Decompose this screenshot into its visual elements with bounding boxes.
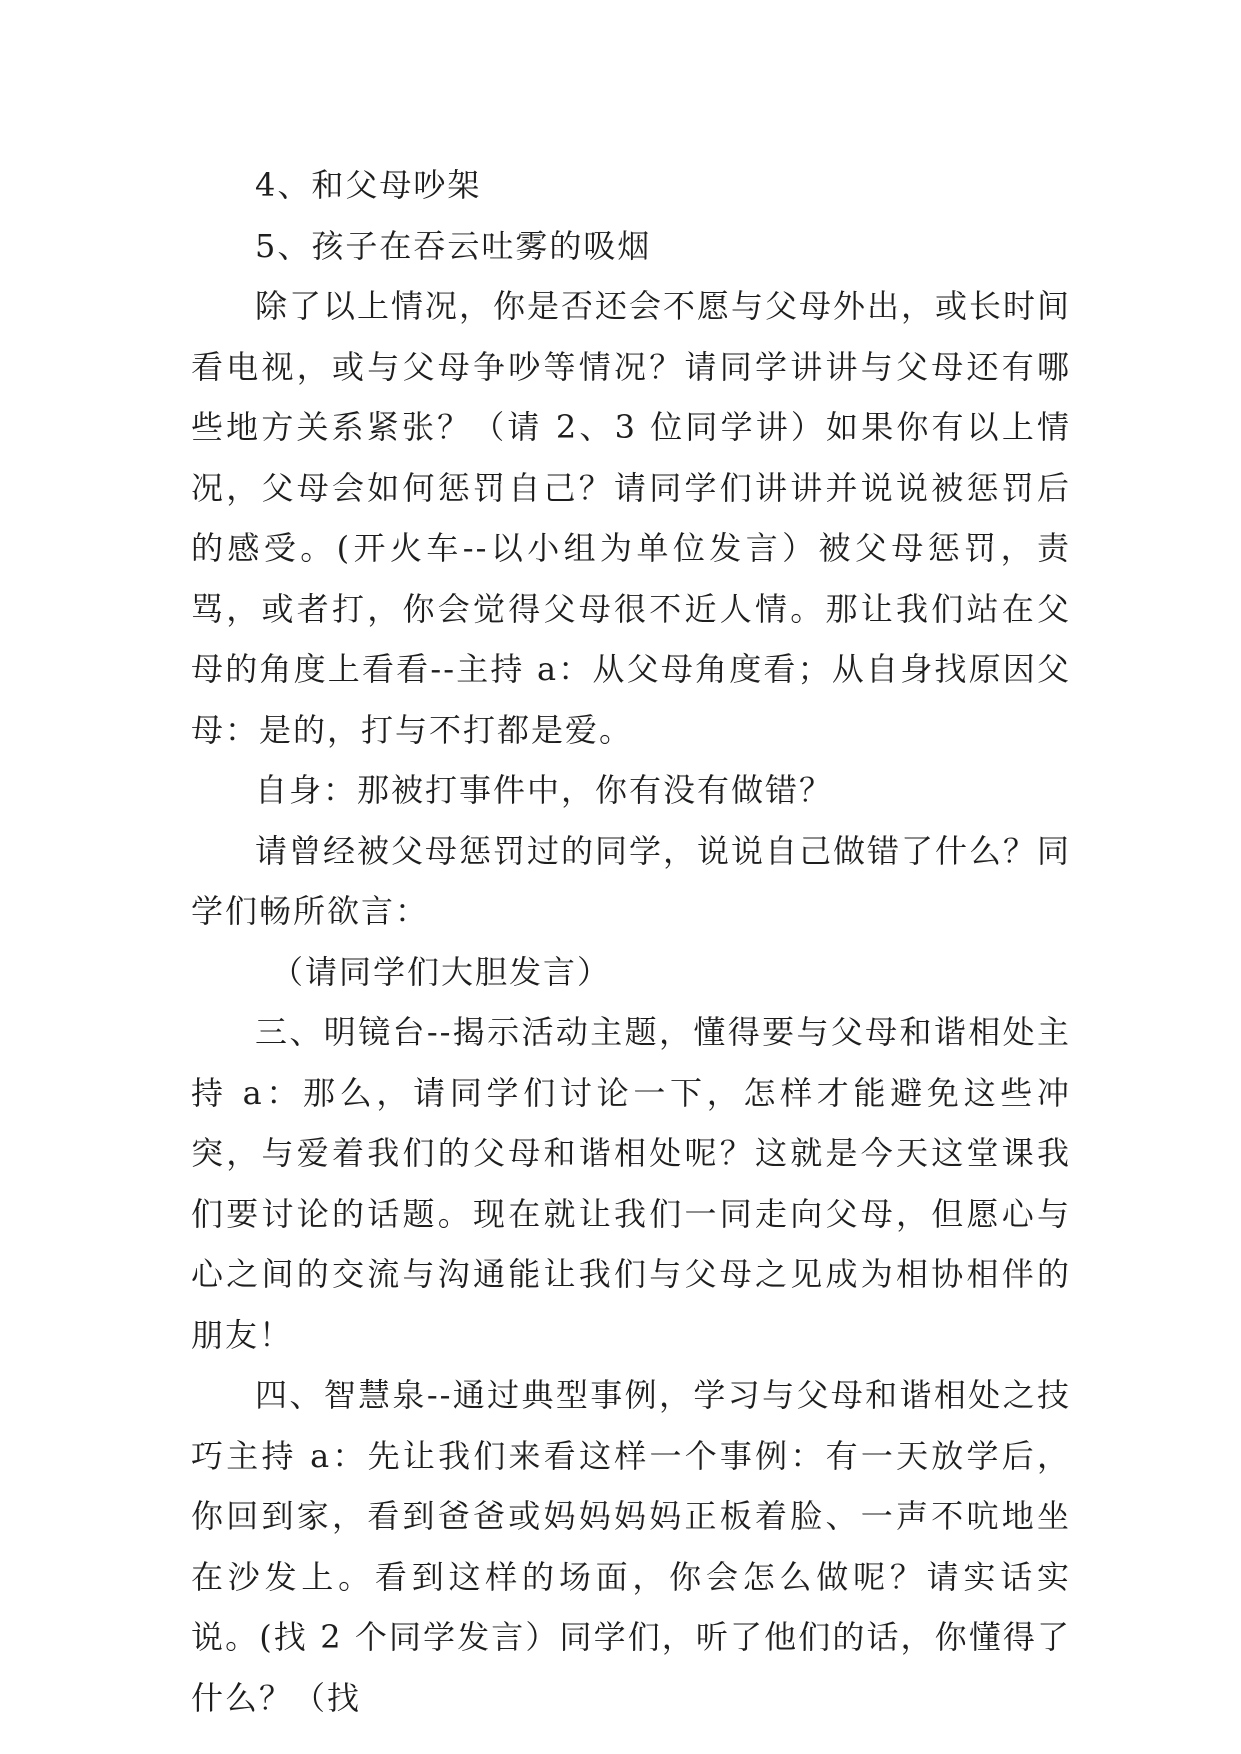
paragraph: 除了以上情况，你是否还会不愿与父母外出，或长时间看电视，或与父母争吵等情况？请同学讲讲与父母还有哪些地方关系紧张？（请 2、3 位同学讲）如果你有以上情况，父母会如何惩罚自己？请同学们讲讲并说说被惩罚后的感受。(开火车--以小组为单位发言）被父母惩罚，责骂，或者打，你会觉得父母很不近人情。那让我们站在父母的角度上看看--主持 a：从父母角度看；从自身找原因父母：是的，打与不打都是爱。 xyxy=(191,287,1072,749)
paragraph: （请同学们大胆发言） xyxy=(271,952,612,991)
document-body xyxy=(191,155,1071,1728)
paragraph: 四、智慧泉--通过典型事例，学习与父母和谐相处之技巧主持 a：先让我们来看这样一个事例：有一天放学后，你回到家，看到爸爸或妈妈妈妈正板着脸、一声不吭地坐在沙发上。看到这样的场面，你会怎么做呢？请实话实说。(找 2 个同学发言）同学们，听了他们的话，你懂得了什么？（找 xyxy=(191,1376,1071,1717)
paragraph: 4、和父母吵架 xyxy=(255,166,482,204)
paragraph: 自身：那被打事件中，你有没有做错？ xyxy=(255,771,834,809)
paragraph: 三、明镜台--揭示活动主题，懂得要与父母和谐相处主持 a：那么，请同学们讨论一下，怎样才能避免这些冲突，与爱着我们的父母和谐相处呢？这就是今天这堂课我们要讨论的话题。现在就让我们一同走向父母，但愿心与心之间的交流与沟通能让我们与父母之见成为相协相伴的朋友！ xyxy=(191,1013,1071,1354)
paragraph: 请曾经被父母惩罚过的同学，说说自己做错了什么？同学们畅所欲言： xyxy=(191,831,1072,930)
paragraph: 5、孩子在吞云吐雾的吸烟 xyxy=(255,226,652,265)
